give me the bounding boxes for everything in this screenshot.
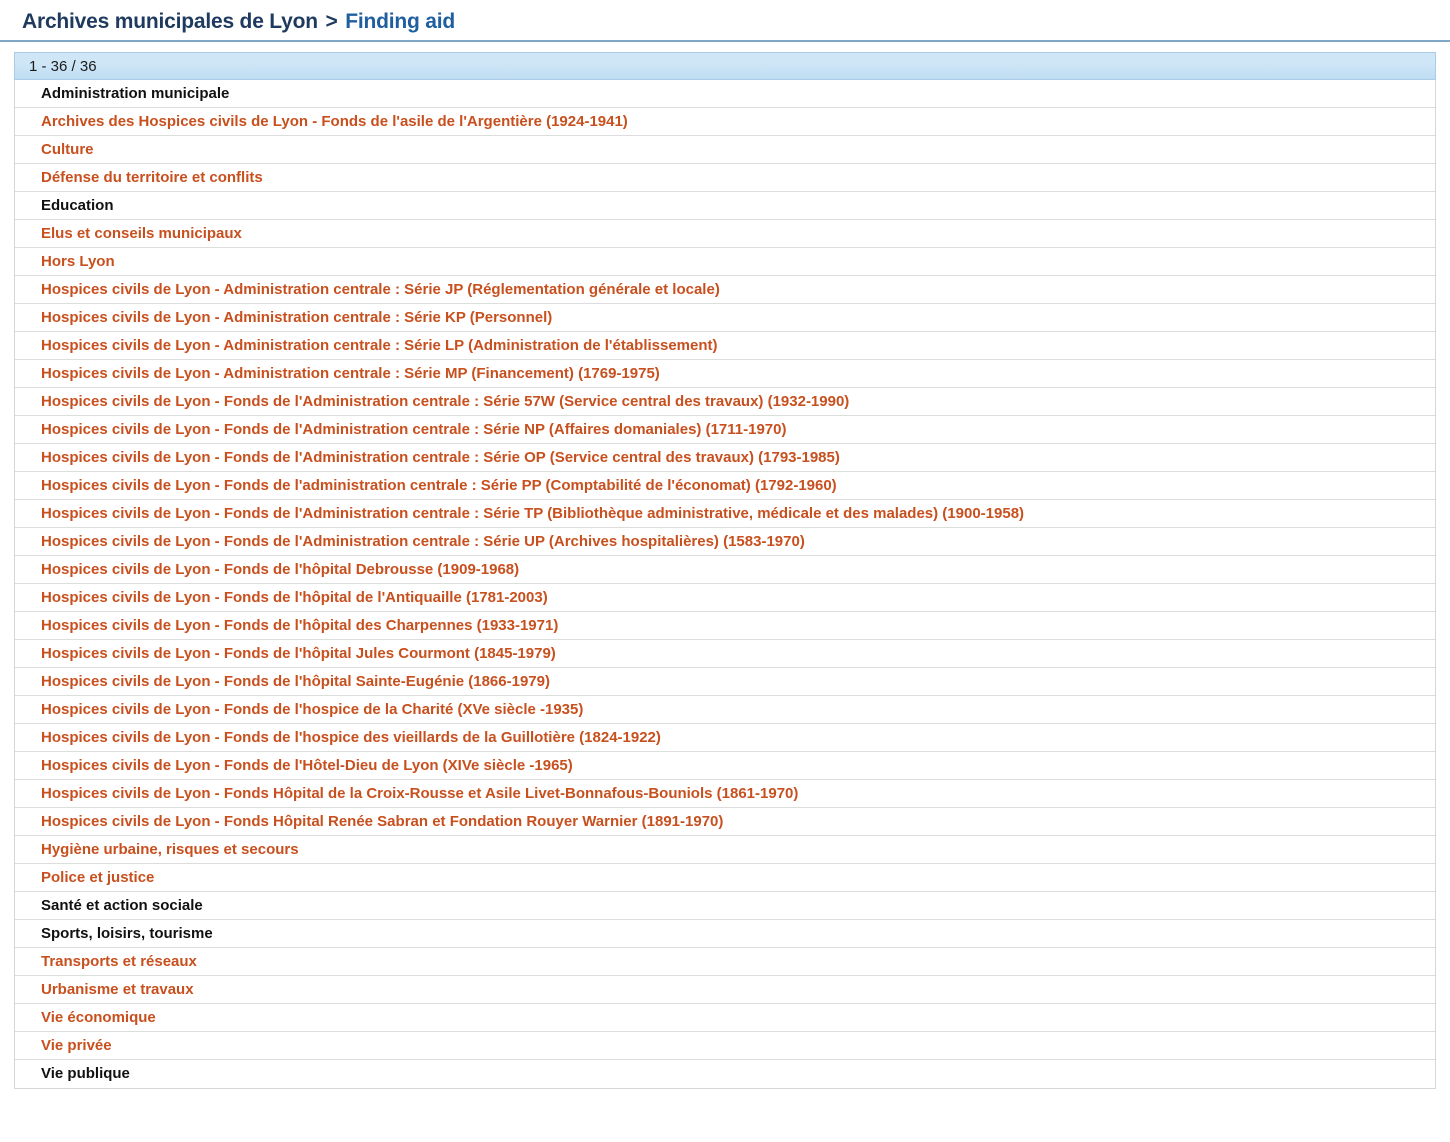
result-row-link[interactable]: Hospices civils de Lyon - Fonds de l'Administration centrale : Série OP (Service central des travaux) (1793-1985) [15,444,1435,472]
result-row: Vie publique [41,1065,130,1082]
result-row-link[interactable]: Hors Lyon [15,248,1435,276]
result-row-link[interactable]: Hospices civils de Lyon - Fonds de l'hôpital Jules Courmont (1845-1979) [15,640,1435,668]
result-row-link[interactable]: Hospices civils de Lyon - Fonds de l'Administration centrale : Série NP (Affaires domaniales) (1711-1970) [15,416,1435,444]
result-row-link[interactable]: Hospices civils de Lyon - Administration centrale : Série LP (Administration de l'établissement) [15,332,1435,360]
result-row-link[interactable]: Hospices civils de Lyon - Fonds de l'Administration centrale : Série TP (Bibliothèque administrative, médicale et des malades) (1900-1958) [15,500,1435,528]
breadcrumb-separator: > [325,10,338,33]
result-row-link[interactable]: Police et justice [15,864,1435,892]
result-row-link[interactable]: Vie privée [15,1032,1435,1060]
results-count-label: 1 - 36 / 36 [29,58,97,75]
result-row-link[interactable]: Hospices civils de Lyon - Administration centrale : Série KP (Personnel) [15,304,1435,332]
result-row-link[interactable]: Hospices civils de Lyon - Fonds de l'Administration centrale : Série 57W (Service central des travaux) (1932-1990) [15,388,1435,416]
result-row-link[interactable]: Hospices civils de Lyon - Fonds de l'hôpital Debrousse (1909-1968) [15,556,1435,584]
result-row-link[interactable]: Hospices civils de Lyon - Fonds de l'hôpital Sainte-Eugénie (1866-1979) [15,668,1435,696]
result-row: Administration municipale [15,80,1435,108]
results-count-bar [14,52,1436,80]
result-row-link[interactable]: Défense du territoire et conflits [15,164,1435,192]
result-row-link[interactable]: Hospices civils de Lyon - Administration centrale : Série MP (Financement) (1769-1975) [15,360,1435,388]
result-row: Education [15,192,1435,220]
result-row-link[interactable]: Vie économique [15,1004,1435,1032]
result-row-link[interactable]: Hospices civils de Lyon - Administration centrale : Série JP (Réglementation générale et locale) [15,276,1435,304]
result-row-link[interactable]: Hospices civils de Lyon - Fonds Hôpital Renée Sabran et Fondation Rouyer Warnier (1891-1970) [15,808,1435,836]
result-row-link[interactable]: Hygiène urbaine, risques et secours [15,836,1435,864]
breadcrumb [0,0,1450,42]
result-row-link[interactable]: Culture [15,136,1435,164]
result-row-link[interactable]: Archives des Hospices civils de Lyon - Fonds de l'asile de l'Argentière (1924-1941) [15,108,1435,136]
result-row-link[interactable]: Urbanisme et travaux [15,976,1435,1004]
result-row-link[interactable]: Hospices civils de Lyon - Fonds de l'hôpital de l'Antiquaille (1781-2003) [15,584,1435,612]
result-row-link[interactable]: Elus et conseils municipaux [15,220,1435,248]
result-row-link[interactable]: Hospices civils de Lyon - Fonds de l'hospice des vieillards de la Guillotière (1824-1922) [15,724,1435,752]
result-row-link[interactable]: Hospices civils de Lyon - Fonds Hôpital de la Croix-Rousse et Asile Livet-Bonnafous-Bouniols (1861-1970) [15,780,1435,808]
result-row-link[interactable]: Hospices civils de Lyon - Fonds de l'Administration centrale : Série UP (Archives hospitalières) (1583-1970) [15,528,1435,556]
breadcrumb-root[interactable]: Archives municipales de Lyon [22,10,318,33]
result-row-link[interactable]: Hospices civils de Lyon - Fonds de l'administration centrale : Série PP (Comptabilité de l'économat) (1792-1960) [15,472,1435,500]
result-row: Sports, loisirs, tourisme [15,920,1435,948]
result-row-link[interactable]: Hospices civils de Lyon - Fonds de l'Hôtel-Dieu de Lyon (XIVe siècle -1965) [15,752,1435,780]
result-row-link[interactable]: Hospices civils de Lyon - Fonds de l'hôpital des Charpennes (1933-1971) [15,612,1435,640]
result-row-link[interactable]: Transports et réseaux [15,948,1435,976]
result-row: Santé et action sociale [15,892,1435,920]
result-row-link[interactable]: Hospices civils de Lyon - Fonds de l'hospice de la Charité (XVe siècle -1935) [15,696,1435,724]
breadcrumb-current: Finding aid [345,10,456,33]
results-list [14,80,1436,1089]
